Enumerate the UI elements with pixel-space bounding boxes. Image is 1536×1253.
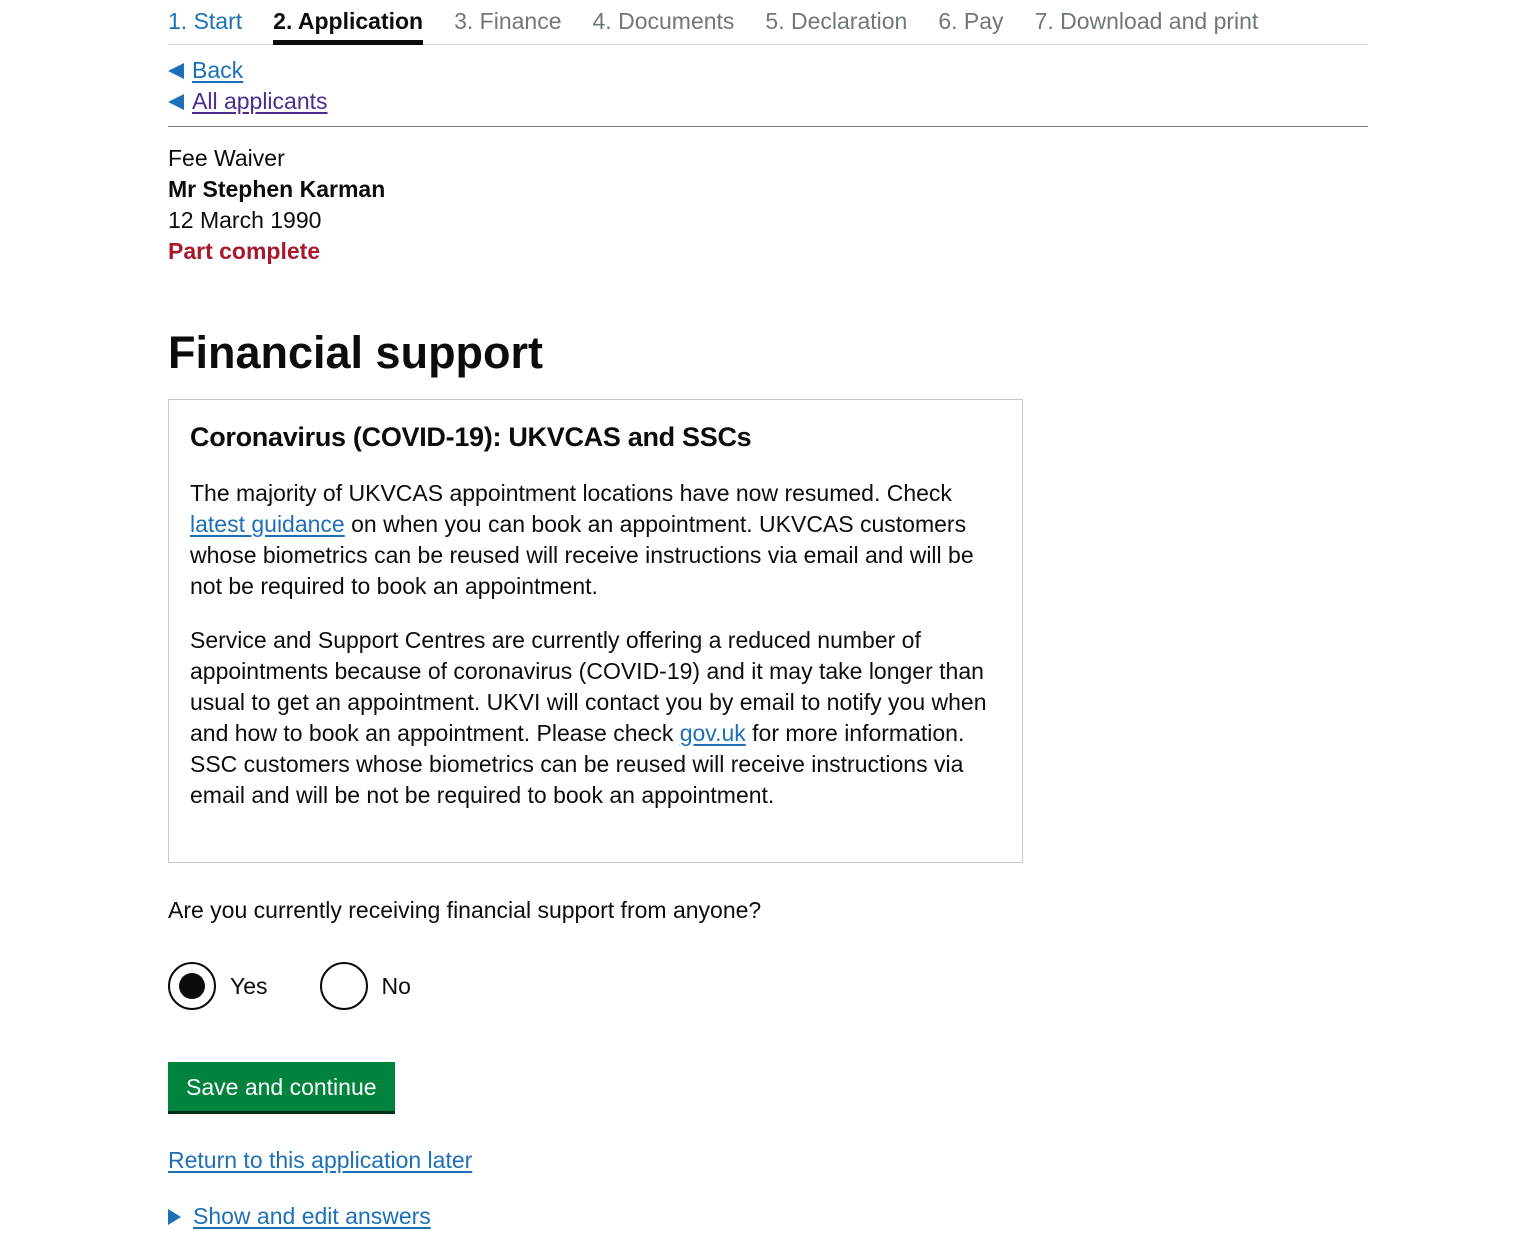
notice-text: The majority of UKVCAS appointment locations have now resumed. Check [190, 480, 952, 506]
notice-paragraph-1 [190, 478, 1001, 602]
all-applicants-row [168, 86, 1368, 117]
step-declaration: 5. Declaration [765, 8, 908, 34]
covid-notice-panel [168, 399, 1023, 863]
save-and-continue-button[interactable]: Save and continue [168, 1062, 395, 1111]
step-finance: 3. Finance [454, 8, 562, 34]
applicant-name: Mr Stephen Karman [168, 176, 386, 202]
step-documents: 4. Documents [592, 8, 735, 34]
radio-no-label[interactable]: No [381, 972, 411, 999]
notice-text: for more information. SSC customers whose biometrics can be reused will receive instructions via email and will be not be required to book an appointment. [190, 720, 965, 808]
radio-yes-circle[interactable] [168, 962, 216, 1010]
page [168, 0, 1368, 1232]
notice-text: Service and Support Centres are currently offering a reduced number of appointments because of coronavirus (COVID-19) and it may take longer than usual to get an appointment. UKVI will contact you by email to notify you when and how to book an appointment. Please check [190, 627, 987, 746]
step-application: 2. Application [273, 0, 423, 45]
financial-support-question: Are you currently receiving financial support from anyone? [168, 897, 762, 923]
radio-selected-dot [179, 973, 205, 999]
step-pay: 6. Pay [938, 8, 1004, 34]
radio-yes-label[interactable]: Yes [230, 972, 268, 999]
gov-uk-link[interactable]: gov.uk [679, 720, 746, 746]
radio-group [168, 962, 1368, 1010]
page-title: Financial support [168, 327, 544, 378]
step-start[interactable]: 1. Start [168, 8, 243, 34]
radio-yes[interactable] [168, 962, 268, 1010]
applicant-summary [168, 127, 1368, 267]
step-download-print: 7. Download and print [1034, 8, 1259, 34]
triangle-left-icon [168, 63, 184, 79]
notice-paragraph-2 [190, 625, 1001, 811]
show-edit-answers-link[interactable]: Show and edit answers [193, 1203, 431, 1229]
applicant-dob: 12 March 1990 [168, 207, 322, 233]
step-navigation [168, 0, 1368, 45]
return-later-link[interactable]: Return to this application later [168, 1147, 473, 1173]
back-link[interactable]: Back [192, 57, 244, 83]
all-applicants-link[interactable]: All applicants [192, 88, 328, 114]
back-links [168, 45, 1368, 127]
notice-title: Coronavirus (COVID-19): UKVCAS and SSCs [190, 422, 752, 452]
return-later-row [168, 1145, 1368, 1176]
back-link-row [168, 55, 1368, 86]
triangle-right-icon [168, 1209, 181, 1225]
application-type: Fee Waiver [168, 145, 285, 171]
status-badge: Part complete [168, 238, 321, 264]
notice-text: on when you can book an appointment. UKVCAS customers whose biometrics can be reused will receive instructions via email and will be not be required to book an appointment. [190, 511, 974, 599]
radio-no-circle[interactable] [320, 962, 368, 1010]
latest-guidance-link[interactable]: latest guidance [190, 511, 345, 537]
show-edit-answers-toggle[interactable] [168, 1201, 1368, 1232]
radio-no[interactable] [320, 962, 411, 1010]
triangle-left-icon [168, 94, 184, 110]
